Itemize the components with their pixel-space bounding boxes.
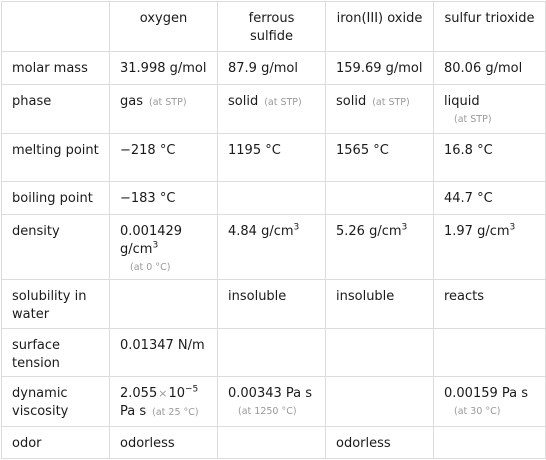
cell-dynamic-viscosity-ferrous-sulfide [218, 377, 326, 427]
cell-molar-mass-iron-iii-oxide: 159.69 g/mol [326, 52, 434, 85]
condition-note: (at STP) [372, 97, 410, 108]
cell-odor-sulfur-trioxide [434, 427, 546, 459]
power-base: 10 [168, 386, 185, 401]
row-solubility [2, 280, 546, 329]
condition-note: (at 1250 °C) [238, 406, 297, 417]
row-label-boiling-point: boiling point [2, 182, 110, 215]
viscosity-unit: Pa s [120, 404, 147, 419]
row-odor [2, 427, 546, 459]
header-empty-cell [2, 2, 110, 52]
row-molar-mass [2, 52, 546, 85]
cell-boiling-point-oxygen: −183 °C [110, 182, 218, 215]
cell-surface-tension-ferrous-sulfide [218, 329, 326, 377]
unit-exponent: 3 [152, 240, 159, 251]
unit-exponent: 3 [293, 222, 300, 233]
row-boiling-point [2, 182, 546, 215]
phase-value: solid [228, 94, 259, 109]
cell-dynamic-viscosity-sulfur-trioxide [434, 377, 546, 427]
unit-exponent: 3 [509, 222, 516, 233]
cell-phase-iron-iii-oxide [326, 85, 434, 134]
cell-dynamic-viscosity-oxygen [110, 377, 218, 427]
cell-surface-tension-sulfur-trioxide [434, 329, 546, 377]
cell-boiling-point-sulfur-trioxide: 44.7 °C [434, 182, 546, 215]
row-label-surface-tension: surface tension [2, 329, 110, 377]
cell-phase-ferrous-sulfide [218, 85, 326, 134]
unit-exponent: 3 [401, 222, 408, 233]
phase-value: liquid [444, 94, 480, 109]
density-value: 5.26 [336, 224, 365, 239]
cell-solubility-ferrous-sulfide: insoluble [218, 280, 326, 329]
cell-melting-point-oxygen: −218 °C [110, 134, 218, 182]
cell-odor-iron-iii-oxide: odorless [326, 427, 434, 459]
condition-note: (at STP) [454, 114, 492, 125]
row-dynamic-viscosity [2, 377, 546, 427]
phase-value: solid [336, 94, 367, 109]
column-header-ferrous-sulfide: ferrous sulfide [218, 2, 326, 52]
column-header-oxygen: oxygen [110, 2, 218, 52]
row-melting-point [2, 134, 546, 182]
row-surface-tension [2, 329, 546, 377]
row-label-molar-mass: molar mass [2, 52, 110, 85]
header-row [2, 2, 546, 52]
condition-note: (at STP) [264, 97, 302, 108]
times-sign: × [158, 387, 168, 400]
cell-phase-oxygen [110, 85, 218, 134]
cell-solubility-iron-iii-oxide: insoluble [326, 280, 434, 329]
density-value: 4.84 [228, 224, 257, 239]
column-header-iron-iii-oxide: iron(III) oxide [326, 2, 434, 52]
cell-boiling-point-ferrous-sulfide [218, 182, 326, 215]
condition-note: (at 25 °C) [152, 407, 199, 418]
cell-dynamic-viscosity-iron-iii-oxide [326, 377, 434, 427]
properties-table [1, 1, 546, 459]
row-label-melting-point: melting point [2, 134, 110, 182]
condition-note: (at 0 °C) [130, 262, 171, 273]
cell-odor-oxygen: odorless [110, 427, 218, 459]
cell-phase-sulfur-trioxide [434, 85, 546, 134]
cell-solubility-oxygen [110, 280, 218, 329]
cell-density-oxygen [110, 215, 218, 280]
viscosity-value: 0.00343 Pa s [228, 386, 313, 401]
density-value: 0.001429 [120, 224, 183, 239]
cell-density-sulfur-trioxide [434, 215, 546, 280]
density-value: 1.97 [444, 224, 473, 239]
condition-note: (at STP) [149, 97, 187, 108]
cell-surface-tension-oxygen: 0.01347 N/m [110, 329, 218, 377]
row-label-solubility: solubility in water [2, 280, 110, 329]
density-unit: g/cm [369, 224, 402, 239]
cell-solubility-sulfur-trioxide: reacts [434, 280, 546, 329]
row-label-dynamic-viscosity: dynamic viscosity [2, 377, 110, 427]
density-unit: g/cm [120, 242, 153, 257]
row-density [2, 215, 546, 280]
viscosity-value: 0.00159 Pa s [444, 386, 529, 401]
density-unit: g/cm [261, 224, 294, 239]
column-header-sulfur-trioxide: sulfur trioxide [434, 2, 546, 52]
row-label-density: density [2, 215, 110, 280]
viscosity-mantissa: 2.055 [120, 386, 158, 401]
row-label-odor: odor [2, 427, 110, 459]
cell-melting-point-ferrous-sulfide: 1195 °C [218, 134, 326, 182]
cell-density-iron-iii-oxide [326, 215, 434, 280]
phase-value: gas [120, 94, 143, 109]
cell-melting-point-sulfur-trioxide: 16.8 °C [434, 134, 546, 182]
cell-odor-ferrous-sulfide [218, 427, 326, 459]
cell-melting-point-iron-iii-oxide: 1565 °C [326, 134, 434, 182]
condition-note: (at 30 °C) [454, 406, 501, 417]
cell-molar-mass-sulfur-trioxide: 80.06 g/mol [434, 52, 546, 85]
cell-density-ferrous-sulfide [218, 215, 326, 280]
cell-molar-mass-ferrous-sulfide: 87.9 g/mol [218, 52, 326, 85]
row-phase [2, 85, 546, 134]
cell-surface-tension-iron-iii-oxide [326, 329, 434, 377]
power-exponent: −5 [184, 384, 199, 395]
cell-boiling-point-iron-iii-oxide [326, 182, 434, 215]
cell-molar-mass-oxygen: 31.998 g/mol [110, 52, 218, 85]
density-unit: g/cm [477, 224, 510, 239]
row-label-phase: phase [2, 85, 110, 134]
